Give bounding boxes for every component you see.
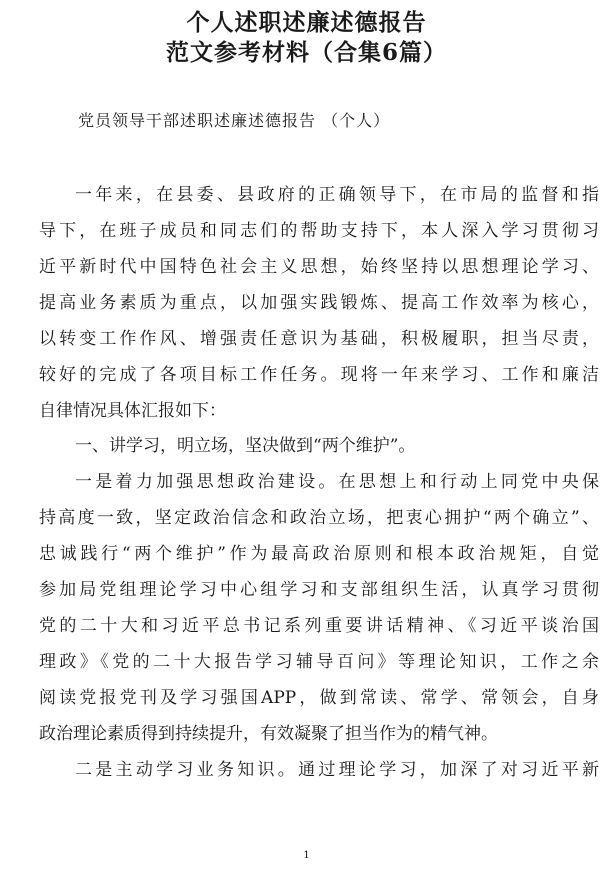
body-line: 阅读党报党刊及学习强国APP，做到常读、常学、常领会，自身 [39,688,599,708]
body-line: 近平新时代中国特色社会主义思想，始终坚持以思想理论学习、 [39,257,599,277]
body-line: 二是主动学习业务知识。通过理论学习，加深了对习近平新 [75,760,599,780]
body-line: 导下，在班子成员和同志们的帮助支持下，本人深入学习贯彻习 [39,221,599,241]
body-line: 政治理论素质得到持续提升，有效凝聚了担当作为的精气神。 [39,724,498,744]
body-line: 以转变工作作风、增强责任意识为基础，积极履职，担当尽责， [39,329,599,349]
body-line: 党的二十大和习近平总书记系列重要讲话精神、《习近平谈治国 [39,616,599,636]
section-heading: 一、讲学习，明立场，坚决做到“两个维护”。 [75,436,416,456]
body-line: 理政》《党的二十大报告学习辅导百问》等理论知识，工作之余 [39,652,599,672]
body-line: 提高业务素质为重点，以加强实践锻炼、提高工作效率为核心， [39,293,599,313]
section-subtitle: 党员领导干部述职述廉述德报告 （个人） [78,111,391,130]
body-line: 较好的完成了各项目标工作任务。现将一年来学习、工作和廉洁 [39,365,599,385]
document-title-line-2: 范文参考材料（合集6篇） [165,39,447,66]
body-line: 一年来，在县委、县政府的正确领导下，在市局的监督和指 [75,185,599,205]
body-line: 忠诚践行“两个维护”作为最高政治原则和根本政治规矩，自觉 [39,544,599,564]
body-line: 一是着力加强思想政治建设。在思想上和行动上同党中央保 [75,472,599,492]
body-line: 持高度一致，坚定政治信念和政治立场，把衷心拥护“两个确立”、 [39,508,599,528]
body-line: 参加局党组理论学习中心组学习和支部组织生活，认真学习贯彻 [39,580,599,600]
document-title-line-1: 个人述职述廉述德报告 [186,9,427,36]
page-number: 1 [303,850,310,861]
body-line: 自律情况具体汇报如下： [39,401,226,421]
